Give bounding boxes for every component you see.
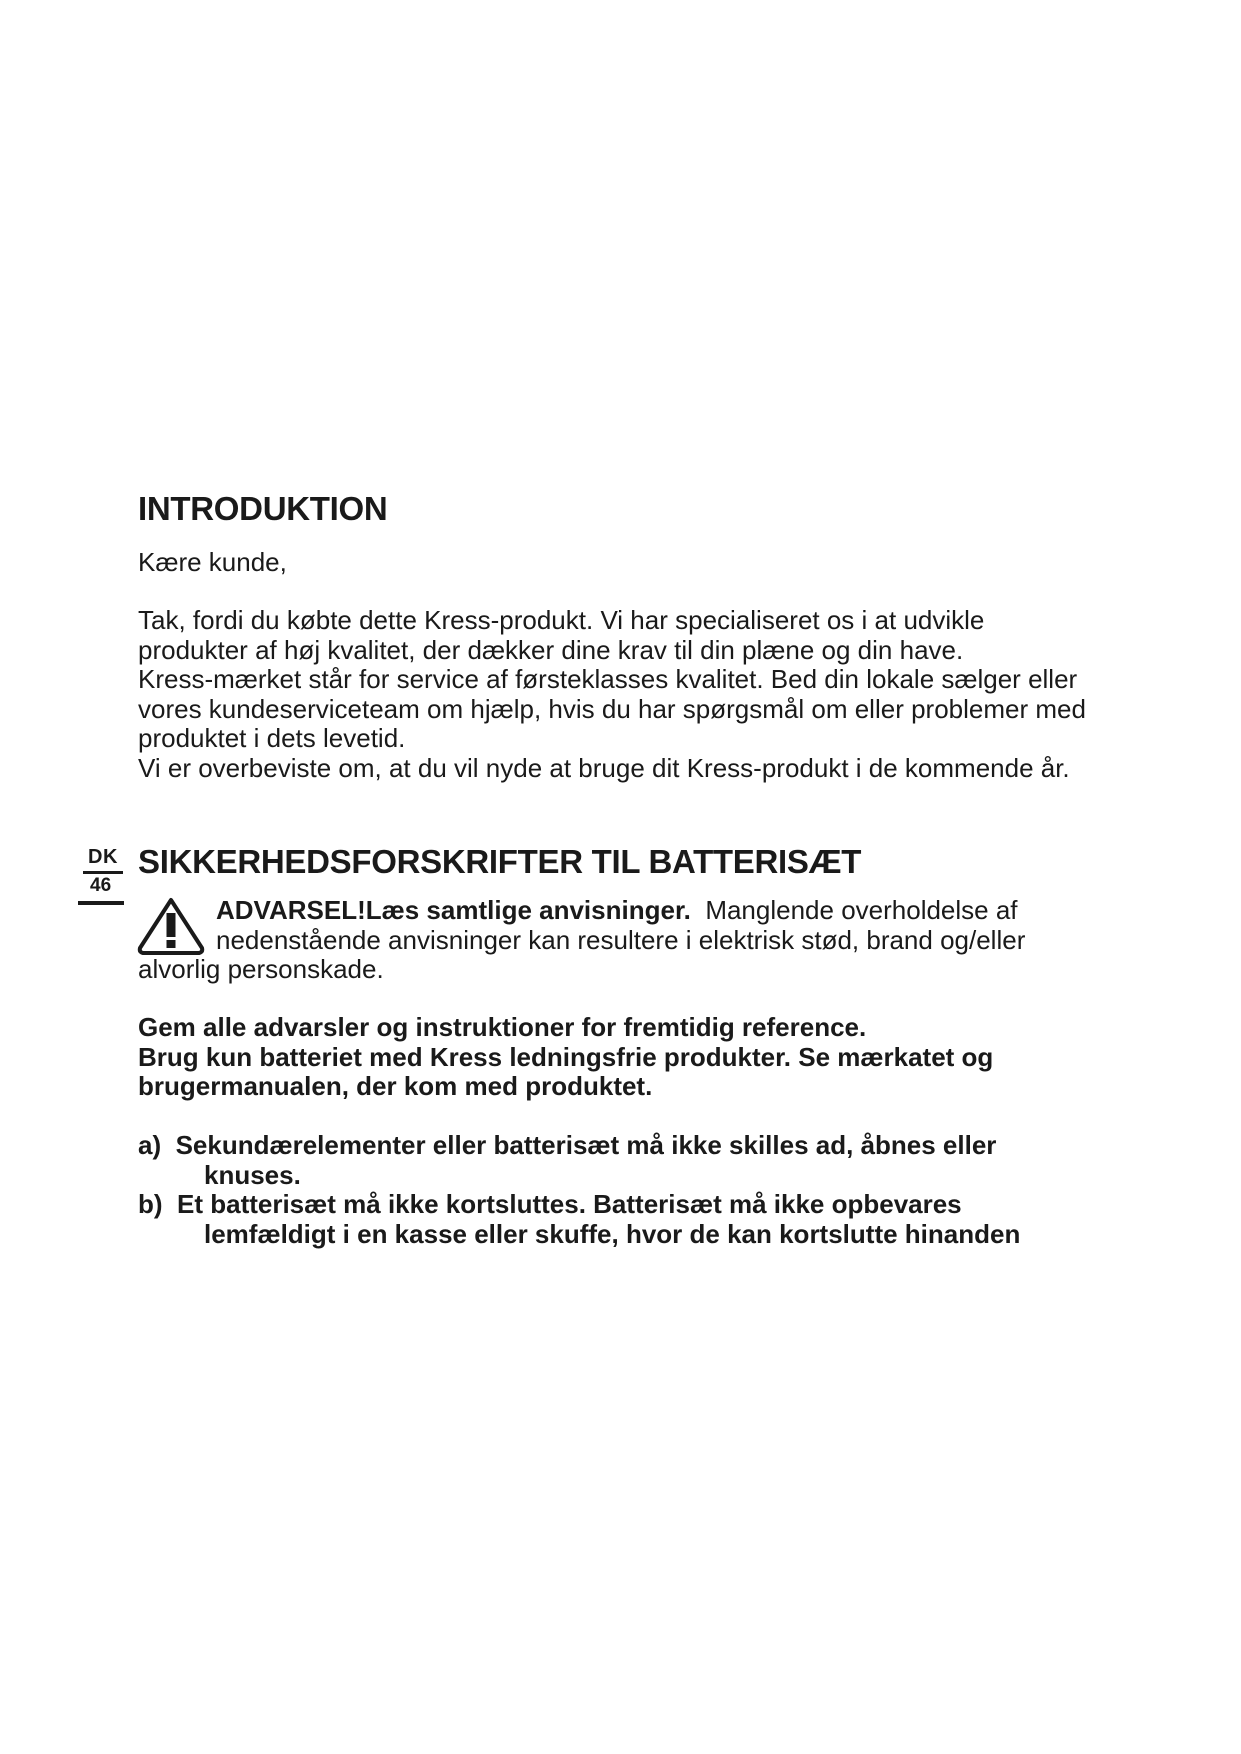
warning-text: Manglende overholdelse af [705,895,1018,925]
safety-heading: SIKKERHEDSFORSKRIFTER TIL BATTERISÆT [138,843,862,880]
list-marker: b) [138,1189,163,1219]
list-item-continuation: lemfældigt i en kasse eller skuffe, hvor de kan kortslutte hinanden [204,1218,1021,1249]
safety-list [138,1131,1020,1249]
intro-paragraph-line: vores kundeserviceteam om hjælp, hvis du har spørgsmål om eller problemer med [138,693,1086,724]
divider [78,901,124,905]
intro-paragraph-line: produkter af høj kvalitet, der dækker dine krav til din plæne og din have. [138,634,964,665]
intro-paragraph-line: produktet i dets levetid. [138,723,406,753]
list-item-continuation: knuses. [204,1159,301,1190]
warning-text: nedenstående anvisninger kan resultere i elektrisk stød, brand og/eller [216,924,1026,955]
list-item: a) Sekundærelementer eller batterisæt må ikke skilles ad, åbnes eller [138,1130,997,1160]
intro-heading: INTRODUKTION [138,490,388,527]
list-item: b) Et batterisæt må ikke kortsluttes. Batterisæt må ikke opbevares [138,1189,962,1219]
note-line: brugermanualen, der kom med produktet. [138,1071,653,1101]
divider [83,871,123,874]
side-tab [78,846,126,916]
intro-greeting: Kære kunde, [138,547,287,577]
intro-paragraph-line: Vi er overbeviste om, at du vil nyde at bruge dit Kress-produkt i de kommende år. [138,752,1070,783]
note-line: Brug kun batteriet med Kress ledningsfrie produkter. Se mærkatet og [138,1041,994,1072]
note-line: Gem alle advarsler og instruktioner for fremtidig reference. [138,1012,867,1042]
intro-paragraph-line: Kress-mærket står for service af førsteklasses kvalitet. Bed din lokale sælger eller [138,664,1078,694]
intro-paragraph [138,606,1086,783]
list-marker: a) [138,1130,162,1160]
warning-paragraph [138,896,1025,985]
bold-notes [138,1013,993,1102]
warning-text: alvorlig personskade. [138,954,384,984]
warning-title: ADVARSEL!Læs samtlige anvisninger. [216,895,691,925]
page-number: 46 [90,875,112,896]
language-code: DK [88,846,118,868]
intro-paragraph-line: Tak, fordi du købte dette Kress-produkt. Vi har specialiseret os i at udvikle [138,605,985,635]
